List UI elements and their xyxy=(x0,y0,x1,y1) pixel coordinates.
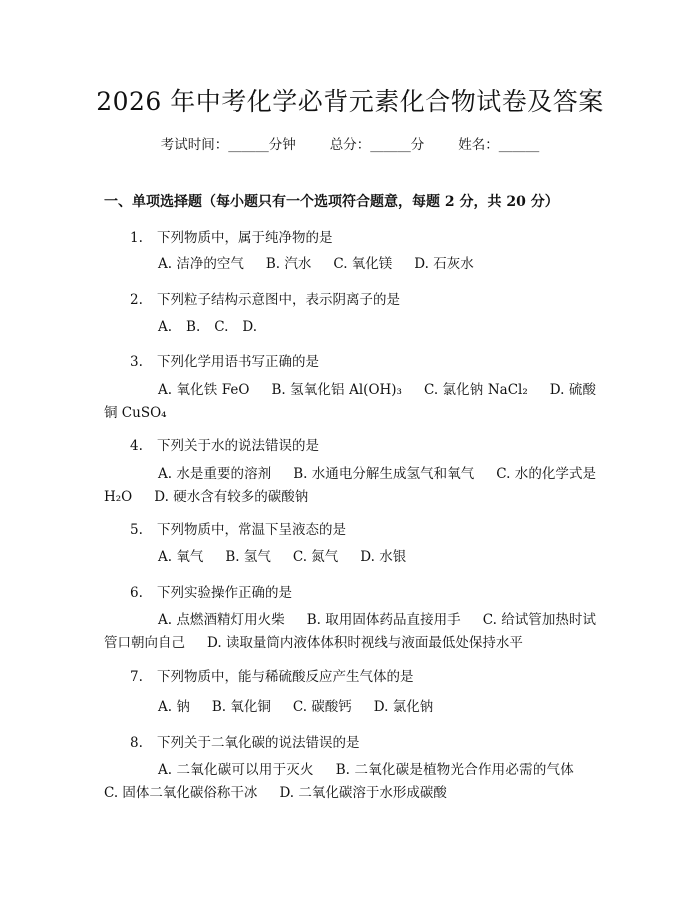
option-a: A. 点燃酒精灯用火柴 xyxy=(158,612,285,628)
option-c: C. xyxy=(214,319,229,335)
option-d: D. 石灰水 xyxy=(414,256,474,272)
option-b: B. 氢气 xyxy=(225,549,271,565)
option-c: C. 氯化钠 NaCl₂ xyxy=(423,382,528,398)
option-c: C. 固体二氧化碳俗称干冰 xyxy=(104,785,258,801)
option-b: B. 水通电分解生成氢气和氧气 xyxy=(293,466,475,482)
question-number: 8. xyxy=(130,735,143,751)
question-1-options xyxy=(104,253,596,276)
option-a: A. 洁净的空气 xyxy=(158,256,244,272)
option-b: B. 氢氧化铝 Al(OH)₃ xyxy=(271,382,402,398)
question-6-options xyxy=(104,609,596,655)
question-3 xyxy=(130,350,319,370)
question-5 xyxy=(130,518,346,538)
option-b: B. xyxy=(186,319,201,335)
page-title: 2026 年中考化学必背元素化合物试卷及答案 xyxy=(96,87,604,116)
exam-name: 姓名：______ xyxy=(458,137,540,153)
question-3-options xyxy=(104,379,596,425)
option-d: D. 水银 xyxy=(360,549,407,565)
option-b: B. 汽水 xyxy=(265,256,312,272)
option-a: A. xyxy=(158,319,173,335)
question-number: 7. xyxy=(130,669,143,685)
question-number: 3. xyxy=(130,354,143,370)
question-number: 6. xyxy=(130,585,143,601)
option-a: A. 二氧化碳可以用于灭火 xyxy=(158,762,314,778)
question-text: 下列物质中，属于纯净物的是 xyxy=(157,230,333,246)
option-b: B. 二氧化碳是植物光合作用必需的气体 xyxy=(335,762,574,778)
option-c: C. 氧化镁 xyxy=(333,256,393,272)
option-d: D. xyxy=(242,319,258,335)
question-number: 2. xyxy=(130,292,143,308)
question-text: 下列粒子结构示意图中，表示阴离子的是 xyxy=(157,292,400,308)
option-d: D. 硫酸铜 CuSO₄ xyxy=(104,382,596,421)
question-2-options xyxy=(104,316,596,339)
option-c: C. 氮气 xyxy=(292,549,339,565)
option-c: C. 碳酸钙 xyxy=(292,699,352,715)
exam-meta xyxy=(0,133,700,153)
question-text: 下列关于二氧化碳的说法错误的是 xyxy=(157,735,360,751)
exam-time: 考试时间：______分钟 xyxy=(160,137,296,153)
question-number: 1. xyxy=(130,230,143,246)
question-text: 下列物质中，常温下呈液态的是 xyxy=(157,522,346,538)
option-b: B. 取用固体药品直接用手 xyxy=(306,612,461,628)
question-5-options xyxy=(104,546,596,569)
question-1 xyxy=(130,226,333,246)
option-a: A. 水是重要的溶剂 xyxy=(158,466,272,482)
question-number: 4. xyxy=(130,438,143,454)
option-d: D. 氯化钠 xyxy=(373,699,434,715)
question-6 xyxy=(130,581,292,601)
question-text: 下列化学用语书写正确的是 xyxy=(157,354,319,370)
question-7-options xyxy=(104,696,596,719)
question-number: 5. xyxy=(130,522,143,538)
question-2 xyxy=(130,288,400,308)
question-4 xyxy=(130,434,319,454)
option-c: C. 给试管加热时试管口朝向自己 xyxy=(104,612,596,651)
exam-score: 总分：______分 xyxy=(329,137,425,153)
question-7 xyxy=(130,665,414,685)
option-a: A. 钠 xyxy=(158,699,190,715)
option-d: D. 硬水含有较多的碳酸钠 xyxy=(154,489,309,505)
question-8 xyxy=(130,731,360,751)
question-4-options xyxy=(104,463,596,509)
question-8-options xyxy=(104,759,596,805)
option-a: A. 氧气 xyxy=(158,549,204,565)
option-b: B. 氧化铜 xyxy=(211,699,271,715)
option-d: D. 二氧化碳溶于水形成碳酸 xyxy=(279,785,447,801)
question-text: 下列实验操作正确的是 xyxy=(157,585,292,601)
option-a: A. 氧化铁 FeO xyxy=(158,382,250,398)
option-c: C. 水的化学式是 H₂O xyxy=(104,466,596,505)
question-text: 下列关于水的说法错误的是 xyxy=(157,438,319,454)
option-d: D. 读取量筒内液体体积时视线与液面最低处保持水平 xyxy=(207,635,523,651)
question-text: 下列物质中，能与稀硫酸反应产生气体的是 xyxy=(157,669,414,685)
section-heading: 一、单项选择题（每小题只有一个选项符合题意，每题 2 分，共 20 分） xyxy=(104,194,559,210)
